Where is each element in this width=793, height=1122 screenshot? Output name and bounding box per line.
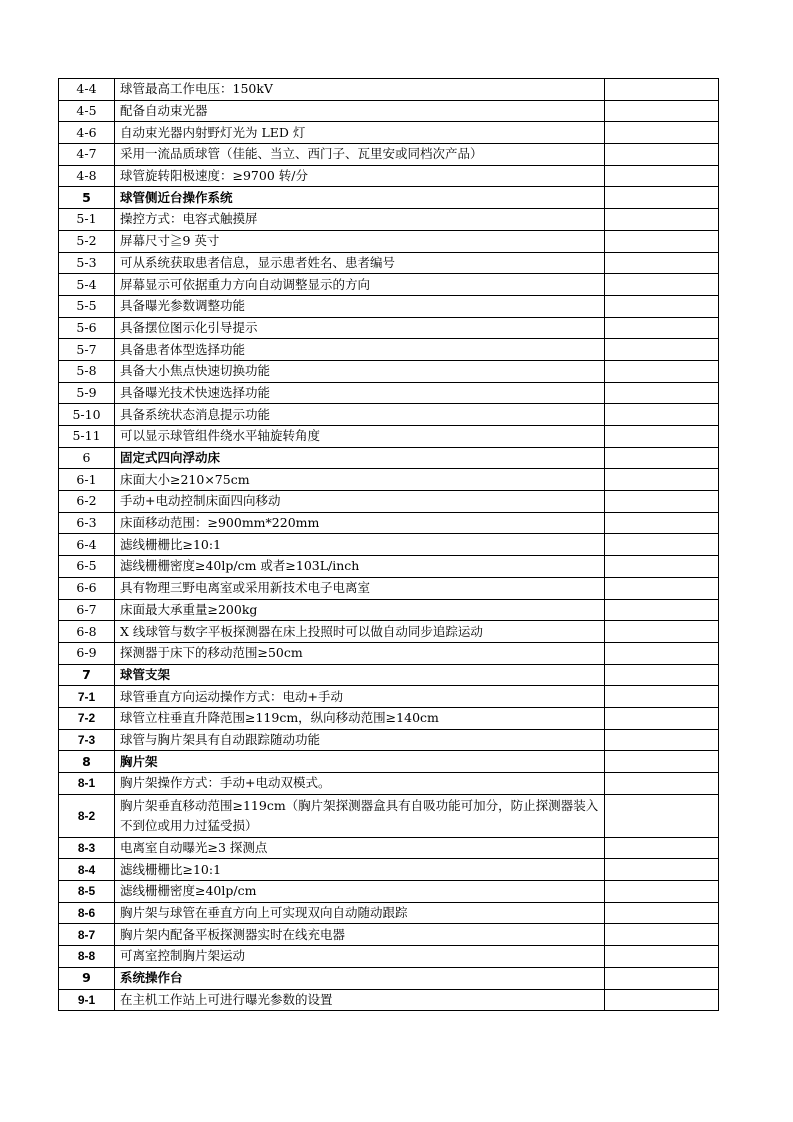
table-row [59, 382, 719, 404]
blank-cell [605, 252, 719, 274]
table-row [59, 100, 719, 122]
blank-cell [605, 556, 719, 578]
item-number: 5-3 [59, 252, 115, 274]
blank-cell [605, 773, 719, 795]
blank-cell [605, 209, 719, 231]
item-number: 7-3 [59, 729, 115, 751]
item-description: 具有物理三野电离室或采用新技术电子电离室 [115, 577, 605, 599]
table-row [59, 339, 719, 361]
table-row [59, 556, 719, 578]
item-description: 屏幕尺寸≧9 英寸 [115, 230, 605, 252]
item-description: 滤线栅栅密度≥40lp/cm 或者≥103L/inch [115, 556, 605, 578]
blank-cell [605, 295, 719, 317]
item-number: 7 [59, 664, 115, 686]
blank-cell [605, 274, 719, 296]
item-number: 8 [59, 751, 115, 773]
blank-cell [605, 230, 719, 252]
table-row [59, 902, 719, 924]
item-number: 4-8 [59, 165, 115, 187]
blank-cell [605, 859, 719, 881]
item-number: 6-6 [59, 577, 115, 599]
section-row [59, 967, 719, 989]
blank-cell [605, 100, 719, 122]
spec-table [58, 78, 719, 1011]
section-title: 球管侧近台操作系统 [115, 187, 605, 209]
item-description: X 线球管与数字平板探测器在床上投照时可以做自动同步追踪运动 [115, 621, 605, 643]
table-row [59, 946, 719, 968]
section-title: 固定式四向浮动床 [115, 447, 605, 469]
table-row [59, 794, 719, 837]
table-row [59, 773, 719, 795]
blank-cell [605, 902, 719, 924]
item-description: 在主机工作站上可进行曝光参数的设置 [115, 989, 605, 1011]
item-number: 5-5 [59, 295, 115, 317]
table-row [59, 230, 719, 252]
blank-cell [605, 317, 719, 339]
item-number: 9-1 [59, 989, 115, 1011]
item-description: 探测器于床下的移动范围≥50cm [115, 642, 605, 664]
item-description: 电离室自动曝光≥3 探测点 [115, 837, 605, 859]
table-row [59, 274, 719, 296]
item-description: 屏幕显示可依据重力方向自动调整显示的方向 [115, 274, 605, 296]
table-row [59, 360, 719, 382]
item-description: 胸片架操作方式：手动+电动双模式。 [115, 773, 605, 795]
item-number: 5-4 [59, 274, 115, 296]
item-number: 5-9 [59, 382, 115, 404]
item-description: 滤线栅栅比≥10:1 [115, 534, 605, 556]
item-description: 手动+电动控制床面四向移动 [115, 491, 605, 513]
table-row [59, 144, 719, 166]
blank-cell [605, 924, 719, 946]
section-title: 球管支架 [115, 664, 605, 686]
table-row [59, 252, 719, 274]
section-row [59, 187, 719, 209]
item-number: 6-3 [59, 512, 115, 534]
item-number: 5-8 [59, 360, 115, 382]
blank-cell [605, 447, 719, 469]
section-title: 胸片架 [115, 751, 605, 773]
table-row [59, 729, 719, 751]
table-row [59, 165, 719, 187]
table-row [59, 642, 719, 664]
item-description: 球管立柱垂直升降范围≥119cm，纵向移动范围≥140cm [115, 707, 605, 729]
item-description: 配备自动束光器 [115, 100, 605, 122]
item-number: 5 [59, 187, 115, 209]
item-description: 具备系统状态消息提示功能 [115, 404, 605, 426]
blank-cell [605, 144, 719, 166]
blank-cell [605, 967, 719, 989]
blank-cell [605, 642, 719, 664]
table-row [59, 837, 719, 859]
item-description: 具备大小焦点快速切换功能 [115, 360, 605, 382]
table-row [59, 295, 719, 317]
item-number: 8-3 [59, 837, 115, 859]
blank-cell [605, 794, 719, 837]
item-description: 采用一流品质球管（佳能、当立、西门子、瓦里安或同档次产品） [115, 144, 605, 166]
blank-cell [605, 837, 719, 859]
item-number: 5-10 [59, 404, 115, 426]
item-number: 8-8 [59, 946, 115, 968]
blank-cell [605, 729, 719, 751]
table-row [59, 209, 719, 231]
blank-cell [605, 664, 719, 686]
item-description: 床面移动范围：≥900mm*220mm [115, 512, 605, 534]
item-description: 胸片架内配备平板探测器实时在线充电器 [115, 924, 605, 946]
item-description: 床面大小≥210×75cm [115, 469, 605, 491]
table-row [59, 469, 719, 491]
table-row [59, 924, 719, 946]
item-description: 可从系统获取患者信息，显示患者姓名、患者编号 [115, 252, 605, 274]
item-number: 5-1 [59, 209, 115, 231]
item-description: 可以显示球管组件绕水平轴旋转角度 [115, 426, 605, 448]
blank-cell [605, 621, 719, 643]
table-row [59, 426, 719, 448]
blank-cell [605, 881, 719, 903]
blank-cell [605, 989, 719, 1011]
table-row [59, 534, 719, 556]
item-description: 操控方式：电容式触摸屏 [115, 209, 605, 231]
item-number: 5-2 [59, 230, 115, 252]
blank-cell [605, 360, 719, 382]
spec-table-body [59, 79, 719, 1011]
item-number: 5-11 [59, 426, 115, 448]
item-number: 6 [59, 447, 115, 469]
item-number: 6-5 [59, 556, 115, 578]
table-row [59, 881, 719, 903]
table-row [59, 599, 719, 621]
item-number: 8-4 [59, 859, 115, 881]
item-number: 4-7 [59, 144, 115, 166]
item-description: 自动束光器内射野灯光为 LED 灯 [115, 122, 605, 144]
item-number: 8-6 [59, 902, 115, 924]
table-row [59, 491, 719, 513]
item-number: 6-1 [59, 469, 115, 491]
item-number: 6-7 [59, 599, 115, 621]
item-description: 滤线栅栅比≥10:1 [115, 859, 605, 881]
blank-cell [605, 79, 719, 101]
item-number: 5-7 [59, 339, 115, 361]
item-number: 7-2 [59, 707, 115, 729]
blank-cell [605, 339, 719, 361]
table-row [59, 317, 719, 339]
item-description: 可离室控制胸片架运动 [115, 946, 605, 968]
section-row [59, 664, 719, 686]
blank-cell [605, 534, 719, 556]
blank-cell [605, 426, 719, 448]
item-number: 6-9 [59, 642, 115, 664]
item-number: 7-1 [59, 686, 115, 708]
item-description: 球管最高工作电压：150kV [115, 79, 605, 101]
item-number: 4-4 [59, 79, 115, 101]
item-description: 球管旋转阳极速度：≥9700 转/分 [115, 165, 605, 187]
table-row [59, 512, 719, 534]
table-row [59, 686, 719, 708]
item-number: 5-6 [59, 317, 115, 339]
blank-cell [605, 491, 719, 513]
blank-cell [605, 577, 719, 599]
blank-cell [605, 165, 719, 187]
blank-cell [605, 404, 719, 426]
blank-cell [605, 382, 719, 404]
item-number: 9 [59, 967, 115, 989]
table-row [59, 577, 719, 599]
item-description: 具备摆位图示化引导提示 [115, 317, 605, 339]
item-number: 6-2 [59, 491, 115, 513]
table-row [59, 79, 719, 101]
table-row [59, 707, 719, 729]
item-number: 8-1 [59, 773, 115, 795]
item-description: 具备曝光参数调整功能 [115, 295, 605, 317]
table-row [59, 621, 719, 643]
table-row [59, 989, 719, 1011]
item-description: 胸片架垂直移动范围≥119cm（胸片架探测器盒具有自吸功能可加分，防止探测器装入不到位或用力过猛受损） [115, 794, 605, 837]
section-row [59, 751, 719, 773]
item-description: 床面最大承重量≥200kg [115, 599, 605, 621]
blank-cell [605, 512, 719, 534]
table-row [59, 122, 719, 144]
table-row [59, 404, 719, 426]
blank-cell [605, 122, 719, 144]
item-number: 8-5 [59, 881, 115, 903]
item-number: 4-5 [59, 100, 115, 122]
blank-cell [605, 686, 719, 708]
blank-cell [605, 707, 719, 729]
item-description: 具备患者体型选择功能 [115, 339, 605, 361]
item-description: 滤线栅栅密度≥40lp/cm [115, 881, 605, 903]
item-description: 球管垂直方向运动操作方式：电动+手动 [115, 686, 605, 708]
item-number: 6-4 [59, 534, 115, 556]
section-row [59, 447, 719, 469]
blank-cell [605, 187, 719, 209]
blank-cell [605, 469, 719, 491]
item-number: 8-7 [59, 924, 115, 946]
item-number: 6-8 [59, 621, 115, 643]
item-description: 胸片架与球管在垂直方向上可实现双向自动随动跟踪 [115, 902, 605, 924]
blank-cell [605, 751, 719, 773]
section-title: 系统操作台 [115, 967, 605, 989]
blank-cell [605, 946, 719, 968]
item-description: 具备曝光技术快速选择功能 [115, 382, 605, 404]
item-number: 8-2 [59, 794, 115, 837]
item-number: 4-6 [59, 122, 115, 144]
table-row [59, 859, 719, 881]
blank-cell [605, 599, 719, 621]
item-description: 球管与胸片架具有自动跟踪随动功能 [115, 729, 605, 751]
